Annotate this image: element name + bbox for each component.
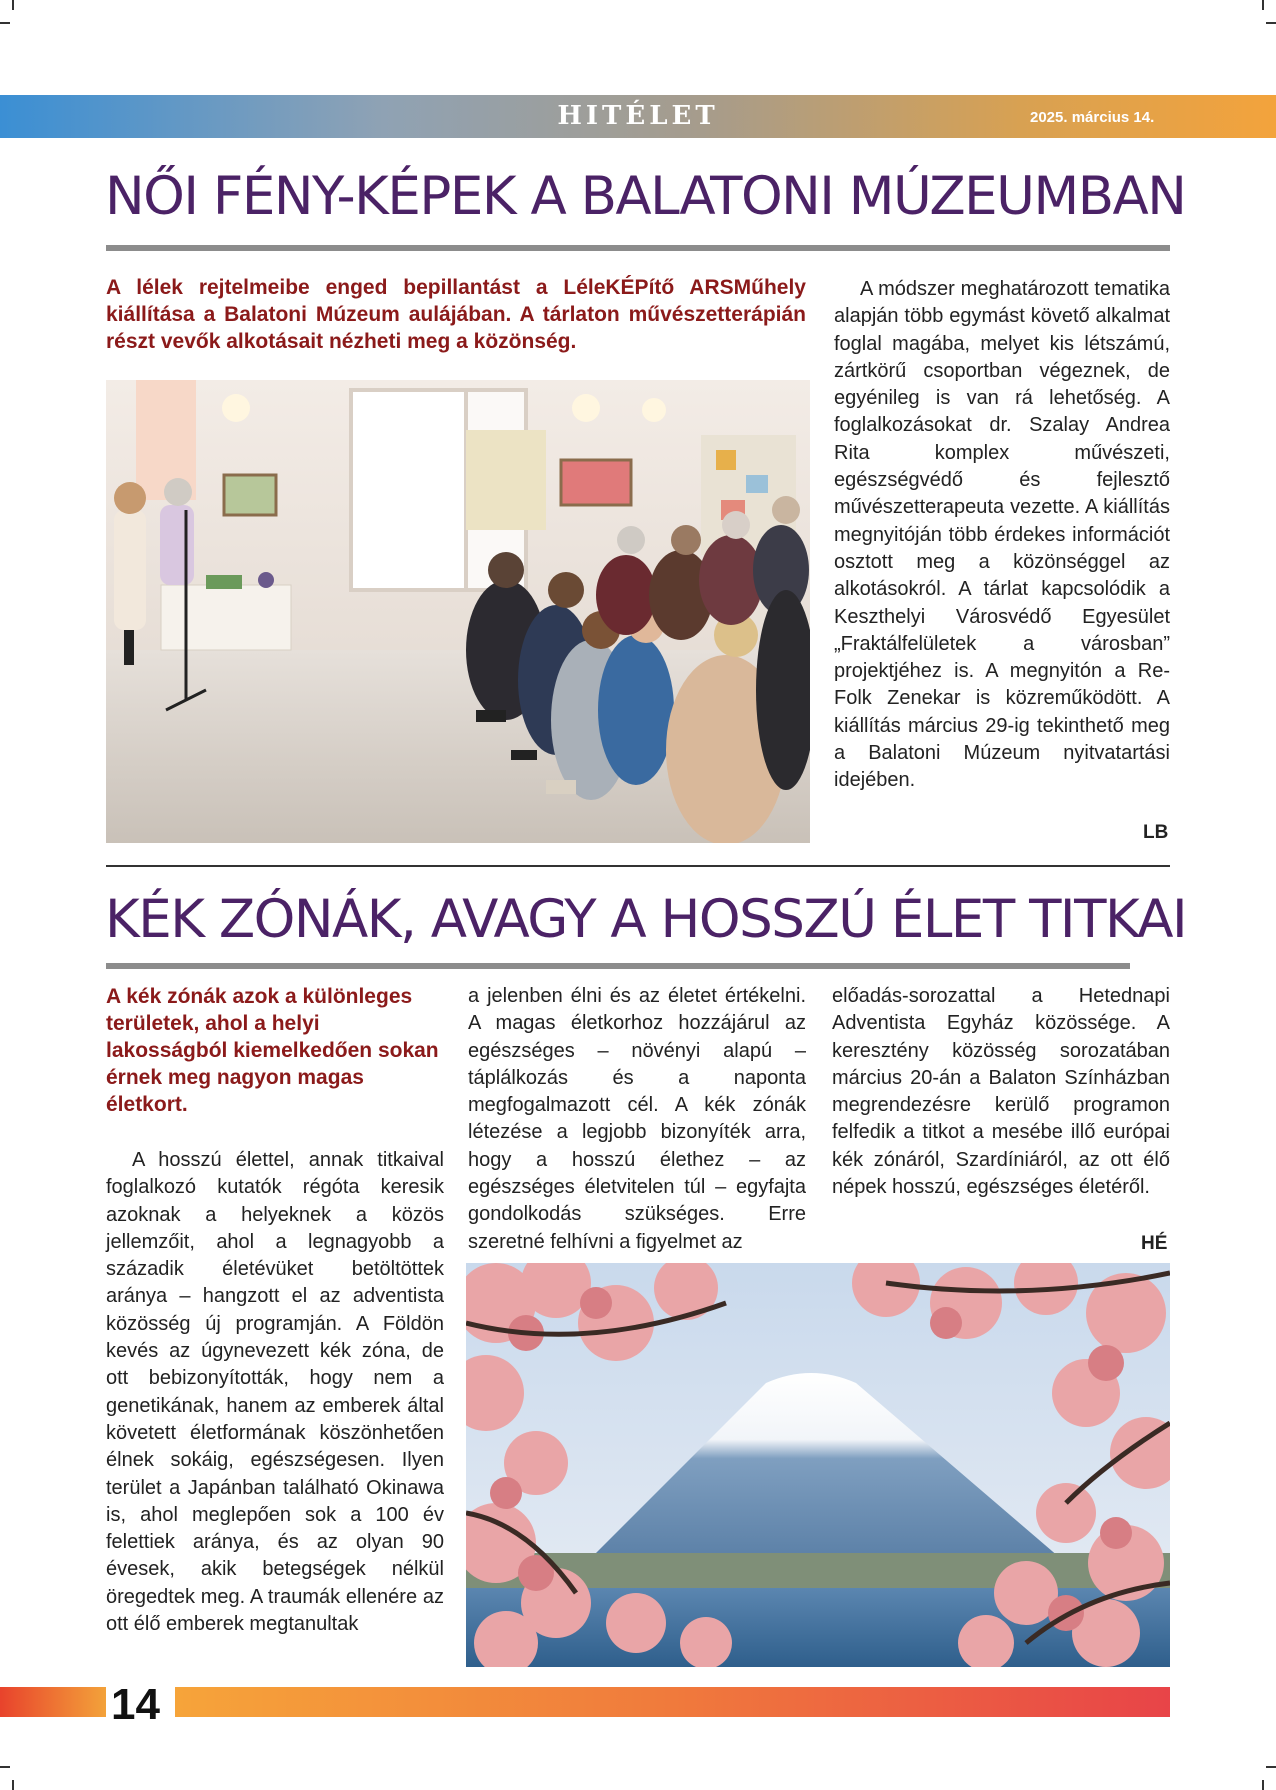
- footer-bar: [175, 1687, 1170, 1717]
- crop-mark: [12, 0, 14, 10]
- section-name: HITÉLET: [557, 101, 719, 131]
- article2-body-col2: a jelenben élni és az életet értékelni. A magas életkorhoz hozzájárul az egészséges – növényi alapú – táplálkozás és a naponta megfogalmazott cél. A kék zónák létezése a legjobb bizonyíték arra, hogy a hosszú élethez – az egészséges életvitelen túl – egyfajta gondolkodás szükséges. Erre szeretné felhívni a figyelmet az: [468, 985, 806, 1253]
- crop-mark: [1262, 1780, 1264, 1790]
- article1-body-text: A módszer meghatározott tematika alapján több egymást követő alkalmat foglal magába, melyet kis létszámú, zártkörű csoportban végeznek, de egyénileg is van rá lehetőség. A foglalkozásokat dr. Szalay Andrea Rita komplex művészeti, egészségvédő és fejlesztő művészetterapeuta vezette. A kiállítás megnyitóján több érdekes információt osztott meg a közönséggel az alkotásokról. A tárlat kapcsolódik a Keszthelyi Városvédő Egyesület „Fraktálfelületek a városban” projektjéhez is. A megnyitón a Re-Folk Zenekar is közreműködött. A kiállítás március 29-ig tekinthető meg a Balatoni Múzeum nyitvatartási idejében.: [834, 278, 1170, 792]
- article1-lead: A lélek rejtelmeibe enged bepillantást a LéleKÉPítő ARSMűhely kiállítása a Balatoni Múzeum aulájában. A tárlaton művészetterápián részt vevők alkotásait nézheti meg a közönség.: [106, 276, 806, 353]
- article1-title: NŐI FÉNY-KÉPEK A BALATONI MÚZEUMBAN: [105, 166, 1186, 227]
- mount-fuji-cherry-blossom-photo: [466, 1263, 1170, 1667]
- article2-lead: A kék zónák azok a különleges területek, ahol a helyi lakosságból kiemelkedően sokan érnek meg nagyon magas életkort.: [106, 985, 439, 1116]
- issue-date: 2025. március 14.: [1030, 109, 1155, 126]
- crop-mark: [1262, 0, 1264, 10]
- footer-bar: [0, 1687, 106, 1717]
- crop-mark: [1266, 22, 1276, 24]
- crop-mark: [0, 22, 10, 24]
- title-underline: [106, 963, 1130, 969]
- article1-signature: LB: [1143, 822, 1169, 843]
- article2-body-col1-text: A hosszú élettel, annak titkaival foglalkozó kutatók régóta keresik azoknak a helyeknek a közös jellemzőit, ahol a legnagyobb a századik életévüket betöltöttek aránya – hangzott el az adventista közösség új programján. A Földön kevés az úgynevezett kék zóna, de ott bebizonyították, hogy nem a genetikának, hanem az emberek által követett életformának köszönhetően élnek sokáig, egészségesen. Ilyen terület a Japánban található Okinawa is, ahol meglepően sok a 100 év felettiek aránya, és az olyan 90 évesek, akik betegségek nélkül öregedtek meg. A traumák ellenére az ott élő emberek megtanultak: [106, 1149, 444, 1636]
- article2-body-col3: előadás-sorozattal a Hetednapi Adventista Egyház közössége. A keresztény közösség sorozatában március 20-án a Balaton Színházban megrendezésre kerülő programon felfedik a titkot a mesébe illő európai kék zónáról, Szardíniáról, az ott élő népek hosszú, egészséges életéről.: [832, 985, 1170, 1199]
- article2-title: KÉK ZÓNÁK, AVAGY A HOSSZÚ ÉLET TITKAI: [105, 889, 1187, 950]
- crop-mark: [1266, 1766, 1276, 1768]
- article-divider: [106, 865, 1170, 867]
- page-number: 14: [111, 1680, 160, 1729]
- article2-signature: HÉ: [1141, 1233, 1168, 1254]
- exhibition-opening-photo: [106, 380, 810, 843]
- article1-body: [834, 276, 1170, 795]
- article2-body-col1: [106, 1147, 444, 1638]
- title-underline: [106, 245, 1170, 251]
- crop-mark: [12, 1780, 14, 1790]
- crop-mark: [0, 1766, 10, 1768]
